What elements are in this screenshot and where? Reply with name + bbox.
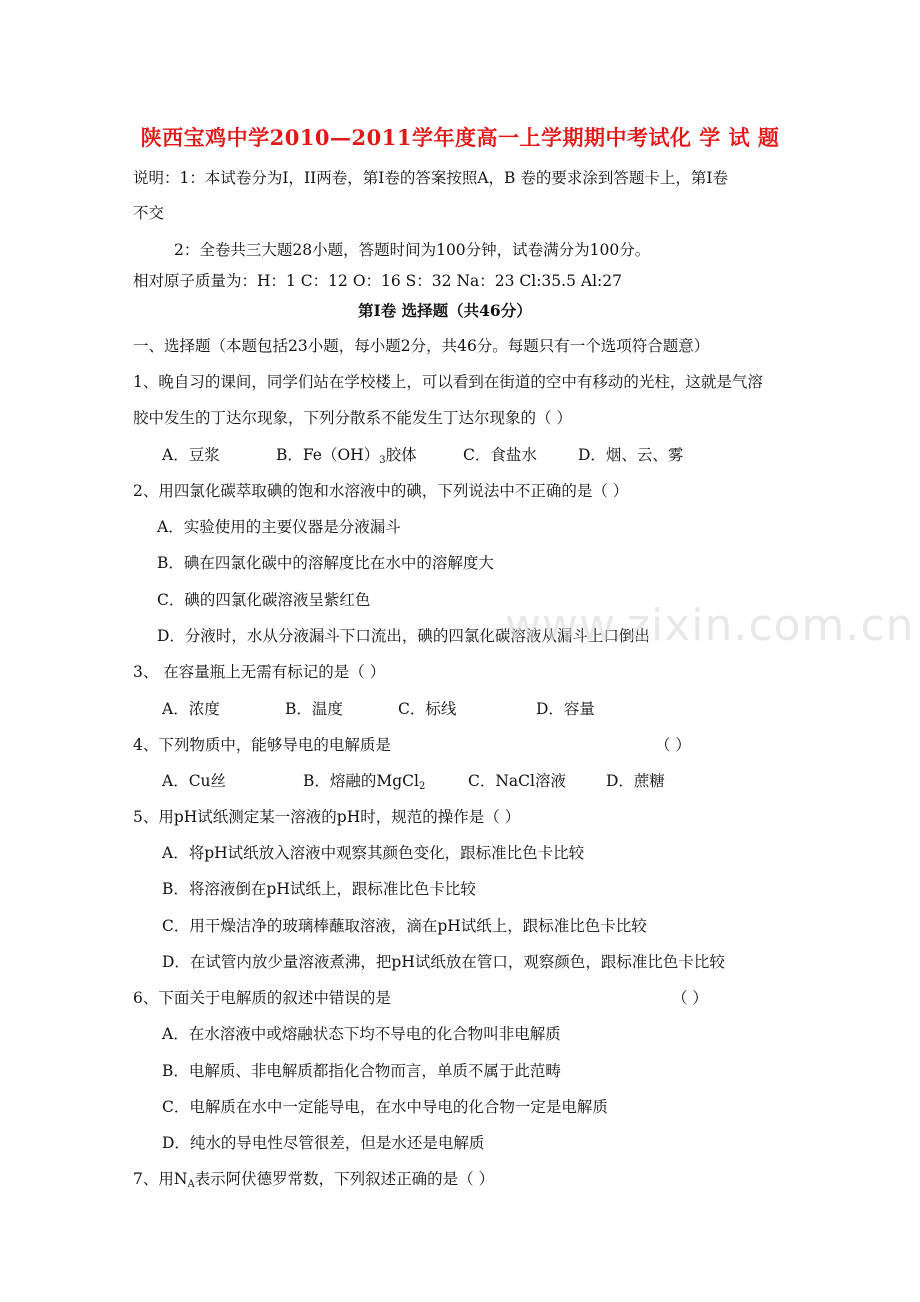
question-1-stem: 1、晚自习的课间，同学们站在学校楼上，可以看到在街道的空中有移动的光柱，这就是气溶 [133, 373, 763, 391]
section-heading: 第Ⅰ卷 选择题（共46分） [358, 301, 532, 320]
q4-option-a: A．Cu丝 [162, 772, 227, 790]
question-2-stem: 2、用四氯化碳萃取碘的饱和水溶液中的碘，下列说法中不正确的是（ ） [133, 482, 629, 500]
q5-option-a: A．将pH试纸放入溶液中观察其颜色变化，跟标准比色卡比较 [162, 844, 585, 862]
q4-option-d: D．蔗糖 [606, 772, 665, 790]
q3-option-a: A．浓度 [162, 700, 220, 718]
q2-option-d: D．分液时，水从分液漏斗下口流出，碘的四氯化碳溶液从漏斗上口倒出 [157, 627, 650, 645]
q2-option-a: A．实验使用的主要仪器是分液漏斗 [157, 518, 401, 536]
q1-option-b [276, 445, 417, 465]
q7-stem-text: 7、用N [133, 1170, 188, 1188]
q5-option-c: C．用干燥洁净的玻璃棒蘸取溶液，滴在pH试纸上，跟标准比色卡比较 [162, 917, 647, 935]
note-1-continued: 不交 [133, 204, 165, 222]
q1-option-b-subscript: 3 [379, 455, 386, 466]
q6-option-d: D．纯水的导电性尽管很差，但是水还是电解质 [162, 1134, 485, 1152]
q1-option-b-text: B．Fe（OH） [276, 446, 380, 464]
q5-option-d: D．在试管内放少量溶液煮沸，把pH试纸放在管口，观察颜色，跟标准比色卡比较 [162, 953, 725, 971]
question-6-stem: 6、下面关于电解质的叙述中错误的是 [133, 989, 391, 1007]
question-1-stem-continued: 胶中发生的丁达尔现象，下列分散系不能发生丁达尔现象的（ ） [133, 409, 572, 427]
q6-option-a: A．在水溶液中或熔融状态下均不导电的化合物叫非电解质 [162, 1025, 561, 1043]
q7-stem-subscript: A [187, 1179, 195, 1190]
q4-option-b [303, 771, 425, 791]
q4-option-c: C．NaCl溶液 [468, 772, 566, 790]
q6-option-b: B．电解质、非电解质都指化合物而言，单质不属于此范畴 [162, 1062, 561, 1080]
q3-option-b: B．温度 [285, 700, 343, 718]
q3-option-c: C．标线 [398, 700, 457, 718]
question-3-stem: 3、 在容量瓶上无需有标记的是（ ） [133, 663, 386, 681]
atomic-masses: 相对原子质量为：H：1 C：12 O：16 S：32 Na：23 Cl:35.5 Al:27 [133, 272, 622, 290]
q2-option-b: B．碘在四氯化碳中的溶解度比在水中的溶解度大 [157, 554, 494, 572]
question-4-answer-paren: （ ） [655, 736, 691, 754]
question-5-stem: 5、用pH试纸测定某一溶液的pH时，规范的操作是（ ） [133, 808, 521, 826]
q6-option-c: C．电解质在水中一定能导电，在水中导电的化合物一定是电解质 [162, 1098, 608, 1116]
exam-title: 陕西宝鸡中学2010—2011学年度高一上学期期中考试化 学 试 题 [140, 125, 780, 150]
q1-option-a: A．豆浆 [162, 446, 220, 464]
q2-option-c: C．碘的四氯化碳溶液呈紫红色 [157, 591, 371, 609]
q5-option-b: B．将溶液倒在pH试纸上，跟标准比色卡比较 [162, 880, 476, 898]
q4-option-b-text: B．熔融的MgCl [303, 772, 420, 790]
q1-option-d: D．烟、云、雾 [578, 446, 684, 464]
note-1: 说明：1：本试卷分为Ⅰ，II两卷，第Ⅰ卷的答案按照A，B 卷的要求涂到答题卡上，第Ⅰ卷 [133, 169, 728, 187]
q7-stem-suffix: 表示阿伏德罗常数，下列叙述正确的是（ ） [194, 1170, 495, 1188]
note-2: 2：全卷共三大题28小题，答题时间为100分钟，试卷满分为100分。 [174, 241, 651, 259]
q1-option-c: C．食盐水 [463, 446, 537, 464]
q3-option-d: D．容量 [536, 700, 595, 718]
q1-option-b-suffix: 胶体 [385, 446, 417, 464]
q4-option-b-subscript: 2 [419, 781, 426, 792]
question-6-answer-paren: （ ） [672, 989, 708, 1007]
watermark: www.zixin.com.cn [505, 600, 915, 651]
question-7-stem [133, 1169, 494, 1189]
question-4-stem: 4、下列物质中，能够导电的电解质是 [133, 736, 391, 754]
part-heading: 一、选择题（本题包括23小题，每小题2分，共46分。每题只有一个选项符合题意） [133, 337, 710, 355]
